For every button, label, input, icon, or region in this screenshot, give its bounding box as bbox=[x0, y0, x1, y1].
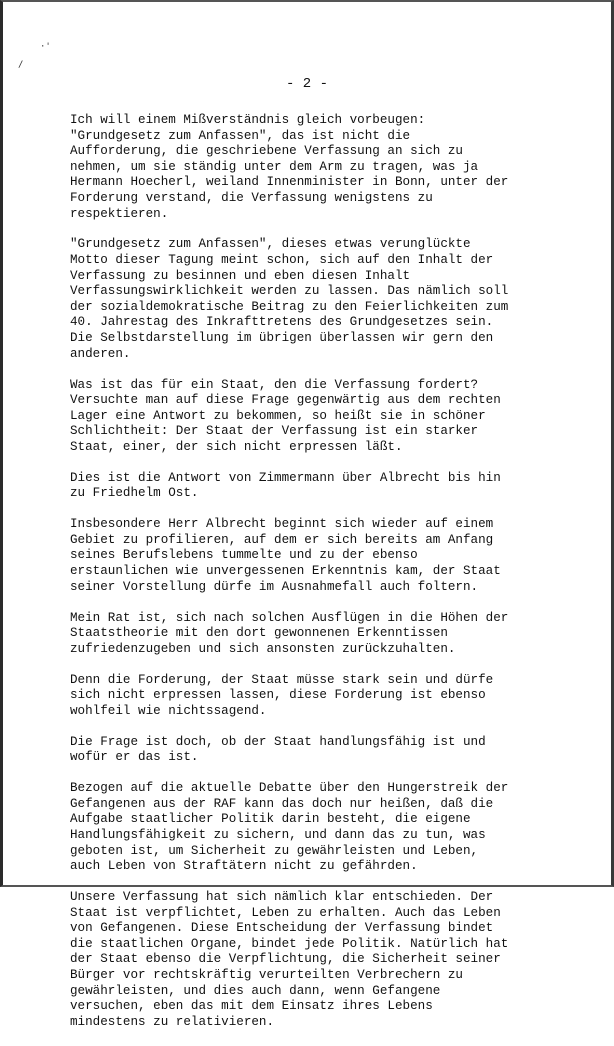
text-line: Ich will einem Mißverständnis gleich vorbeugen: bbox=[70, 113, 426, 127]
text-line: Staatstheorie mit den dort gewonnenen Erkenntissen bbox=[70, 626, 448, 641]
text-line: Versuchte man auf diese Frage gegenwärtig aus dem rechten bbox=[70, 393, 501, 408]
text-line: geboten ist, um Sicherheit zu gewährleisten und Leben, bbox=[70, 843, 479, 858]
text-line: Bezogen auf die aktuelle Debatte über den Hungerstreik der bbox=[70, 781, 509, 796]
text-line: der Staat ebenso die Verpflichtung, die Sicherheit seiner bbox=[70, 952, 501, 967]
paragraph bbox=[70, 517, 590, 595]
text-line: zufriedenzugeben und sich ansonsten zurückzuhalten. bbox=[70, 641, 456, 656]
paragraph bbox=[70, 113, 590, 222]
text-line: Was ist das für ein Staat, den die Verfassung fordert? bbox=[70, 377, 479, 392]
text-line: Aufforderung, die geschriebene Verfassung an sich zu bbox=[70, 144, 463, 159]
paragraph bbox=[70, 471, 590, 502]
paragraph bbox=[70, 781, 590, 875]
text-line: seines Berufslebens tummelte und zu der ebenso bbox=[70, 548, 418, 563]
text-line: Hermann Hoecherl, weiland Innenminister in Bonn, unter der bbox=[70, 175, 509, 190]
text-line: Die Selbstdarstellung im übrigen überlassen wir gern den bbox=[70, 331, 494, 346]
text-line: "Grundgesetz zum Anfassen", das ist nicht die bbox=[70, 128, 411, 143]
text-line: die staatlichen Organe, bindet jede Politik. Natürlich hat bbox=[70, 936, 509, 951]
text-line: erstaunlichen wie unvergessenen Erkenntnis kam, der Staat bbox=[70, 564, 501, 579]
text-line: wofür er das ist. bbox=[70, 750, 199, 765]
text-line: gewährleisten, und dies auch dann, wenn Gefangene bbox=[70, 983, 441, 998]
text-line: Staat, einer, der sich nicht erpressen läßt. bbox=[70, 439, 403, 454]
text-line: Gebiet zu profilieren, auf dem er sich bereits am Anfang bbox=[70, 532, 494, 547]
text-line: sich nicht erpressen lassen, diese Forderung ist ebenso bbox=[70, 688, 486, 703]
text-line: Gefangenen aus der RAF kann das doch nur heißen, daß die bbox=[70, 796, 494, 811]
page-number: - 2 - bbox=[285, 76, 328, 92]
paragraph bbox=[70, 890, 590, 1030]
text-line: Lager eine Antwort zu bekommen, so heißt sie in schöner bbox=[70, 408, 486, 423]
paragraph bbox=[70, 237, 590, 362]
text-line: Insbesondere Herr Albrecht beginnt sich wieder auf einem bbox=[70, 517, 494, 532]
scan-speck: / bbox=[18, 60, 24, 70]
text-line: seiner Vorstellung dürfe im Ausnahmefall auch foltern. bbox=[70, 579, 479, 594]
text-line: Dies ist die Antwort von Zimmermann über Albrecht bis hin bbox=[70, 470, 501, 485]
text-line: anderen. bbox=[70, 346, 131, 361]
paragraph bbox=[70, 378, 590, 456]
text-line: Verfassungswirklichkeit werden zu lassen. Das nämlich soll bbox=[70, 284, 509, 299]
text-line: Die Frage ist doch, ob der Staat handlungsfähig ist und bbox=[70, 734, 486, 749]
paragraph bbox=[70, 673, 590, 720]
text-line: der sozialdemokratische Beitrag zu den Feierlichkeiten zum bbox=[70, 299, 509, 314]
paragraph bbox=[70, 735, 590, 766]
text-line: Verfassung zu besinnen und eben diesen Inhalt bbox=[70, 268, 411, 283]
text-line: Forderung verstand, die Verfassung wenigstens zu bbox=[70, 190, 433, 205]
text-line: "Grundgesetz zum Anfassen", dieses etwas verunglückte bbox=[70, 237, 471, 252]
text-line: Bürger vor rechtskräftig verurteilten Verbrechern zu bbox=[70, 967, 463, 982]
text-line: auch Leben von Straftätern nicht zu gefährden. bbox=[70, 859, 418, 874]
paragraph bbox=[70, 611, 590, 658]
text-line: Schlichtheit: Der Staat der Verfassung ist ein starker bbox=[70, 424, 479, 439]
text-line: Aufgabe staatlicher Politik darin besteht, die eigene bbox=[70, 812, 471, 827]
document-body bbox=[70, 113, 590, 1046]
text-line: von Gefangenen. Diese Entscheidung der Verfassung bindet bbox=[70, 921, 494, 936]
text-line: 40. Jahrestag des Inkrafttretens des Grundgesetzes sein. bbox=[70, 315, 494, 330]
text-line: Handlungsfähigkeit zu sichern, und dann das zu tun, was bbox=[70, 827, 486, 842]
text-line: nehmen, um sie ständig unter dem Arm zu tragen, was ja bbox=[70, 159, 479, 174]
text-line: Unsere Verfassung hat sich nämlich klar entschieden. Der bbox=[70, 890, 494, 905]
text-line: respektieren. bbox=[70, 206, 169, 221]
text-line: zu Friedhelm Ost. bbox=[70, 486, 199, 501]
text-line: Motto dieser Tagung meint schon, sich auf den Inhalt der bbox=[70, 253, 494, 268]
scan-speck: ·' bbox=[40, 42, 51, 52]
text-line: mindestens zu relativieren. bbox=[70, 1014, 275, 1029]
text-line: Mein Rat ist, sich nach solchen Ausflügen in die Höhen der bbox=[70, 610, 509, 625]
text-line: Staat ist verpflichtet, Leben zu erhalten. Auch das Leben bbox=[70, 905, 501, 920]
text-line: wohlfeil wie nichtssagend. bbox=[70, 703, 267, 718]
text-line: versuchen, eben das mit dem Einsatz ihres Lebens bbox=[70, 999, 433, 1014]
text-line: Denn die Forderung, der Staat müsse stark sein und dürfe bbox=[70, 672, 494, 687]
